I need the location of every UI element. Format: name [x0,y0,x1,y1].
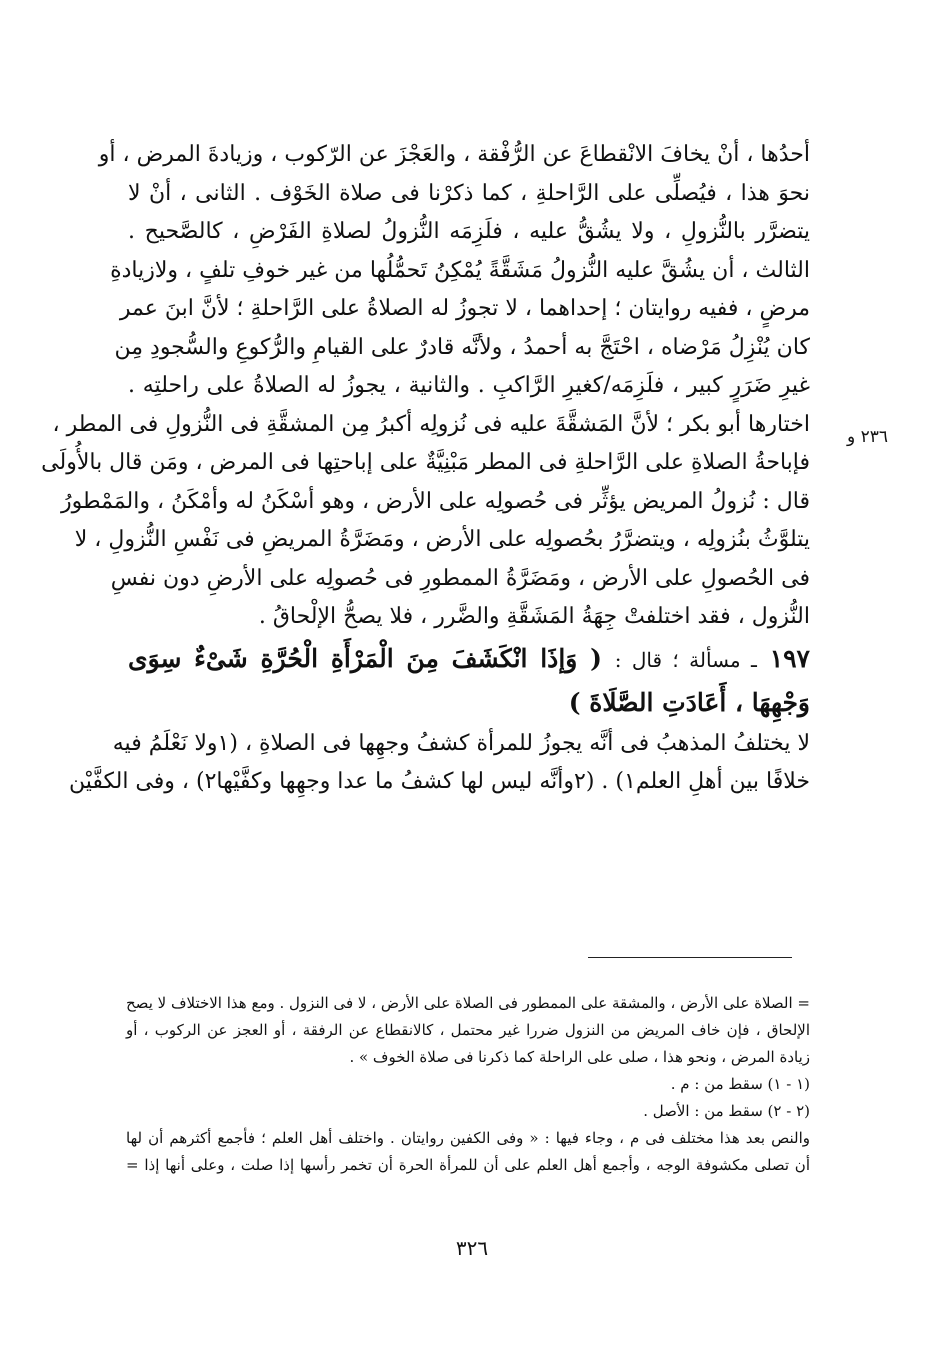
body-line: اختارها أبو بكر ؛ لأنَّ المَشقَّةَ عليه فى نُزولِه أكبرُ مِن المشقَّةِ فى النُّزولِ فى المطر ، [52,411,810,437]
footnote-separator [588,957,792,958]
body-line: غيرِ ضَرَرٍ كبير ، فلَزِمَه/كغيرِ الرَّاكبِ . والثانية ، يجوزُ له الصلاةُ على راحلتِه . [128,373,810,398]
issue-text-part2: وَجْهِهَا ، أَعَادَتِ الصَّلَاةَ ) [568,687,810,717]
body-line: يتلوَّثُ بنُزولِه ، ويتضرَّرُ بحُصولِه على الأرض ، ومَضَرَّةُ المريضِ فى نَفْسِ النُّزولِ ، لا [74,527,810,552]
footnote-line: أن تصلى مكشوفة الوجه ، وأجمع أهل العلم على أن للمرأة الحرة أن تخمر رأسها إذا صلت ، وعلى أنها إذا = [126,1156,810,1174]
manuscript-folio-note: ٢٣٦ و [846,427,888,447]
body-line: أحدُها ، أنْ يخافَ الانْقطاعَ عن الرُّفْقة ، والعَجْزَ عن الرّكوب ، وزيادةَ المرض ، أو [98,142,810,167]
footnote-line: (٢ - ٢) سقط من : الأصل . [643,1102,810,1120]
body-line: فإباحةُ الصلاةِ على الرَّاحلةِ فى المطر مَبْنِيَّةٌ على إباحتِها فى المرض ، ومَن قال بالأُولَى [41,450,810,475]
body-line: الثالث ، أن يشُقَّ عليه النُّزولُ مَشَقَّةً يُمْكِنُ تَحمُّلُها من غير خوفِ تلفٍ ، ولازيادةِ [110,257,810,283]
body-line: يتضرَّر بالنُّزولِ ، ولا يشُقُّ عليه ، فلَزِمَه النُّزولُ لصلاةِ الفَرْضِ ، كالصَّحيح . [128,219,810,244]
body-line: كان يُنْزِلُ مَرْضاه ، احْتَجَّ به أحمدُ ، ولأنَّه قادرٌ على القيامِ والرُّكوعِ والسُّجودِ مِن [114,334,810,360]
body-line: لا يختلفُ المذهبُ فى أنَّه يجوزُ للمرأة كشفُ وجهِها فى الصلاةِ ، (١ولا نَعْلَمُ فيه [112,730,810,756]
body-line: قال : نُزولُ المريض يؤثِّر فى حُصولِه على الأرض ، وهو أسْكَنُ له وأمْكَنُ ، والمَمْطورُ [61,488,810,514]
body-line: نحوَ هذا ، فيُصلِّى على الرَّاحلةِ ، كما ذكرْنا فى صلاة الخَوْف . الثانى ، أنْ لا [128,180,810,206]
body-line: مرضٍ ، ففيه روايتان ؛ إحداهما ، لا تجوزُ له الصلاةُ على الرَّاحلةِ ؛ لأنَّ ابنَ عمر [119,296,810,321]
footnote-line: والنص بعد هذا مختلف فى م ، وجاء فيها : « وفى الكفين روايتان . واختلف أهل العلم ؛ فأجمع أكثرهم أن لها [126,1129,810,1147]
body-line: فى الحُصولِ على الأرض ، ومَضَرَّةُ الممطورِ فى حُصولِه على الأرضِ دون نفسِ [110,565,810,591]
footnotes [126,990,810,1179]
page-number: ٣٢٦ [455,1236,489,1260]
issue-label: ـ مسألة ؛ قال : [614,647,757,672]
issue-number: ١٩٧ [769,643,810,673]
footnote-line: زيادة المرض ، ونحو هذا ، صلى على الراحلة كما ذكرنا فى صلاة الخوف » . [349,1048,810,1066]
body-line: النُّزول ، فقد اختلفتْ جِهَةُ المَشَقَّةِ والضَّرر ، فلا يصحُّ الإلْحاقُ . [258,604,810,629]
body-line: خلافًا بين أهلِ العلم١) . (٢وأنَّه ليس لها كشفُ ما عدا وجهِها وكفَّيْها٢) ، وفى الكفَّيْن [68,769,810,794]
footnote-line: = الصلاة على الأرض ، والمشقة على الممطور فى الصلاة على الأرض ، لا فى النزول . ومع هذا الاختلاف لا يصح [126,994,810,1012]
footnote-line: الإلحاق ، فإن خاف المريض من النزول ضررا غير محتمل ، كالانقطاع عن الرفقة ، أو العجز عن الركوب ، أو [126,1021,810,1039]
issue-heading [128,637,810,681]
main-text [41,136,810,802]
footnote-line: (١ - ١) سقط من : م . [670,1075,810,1093]
issue-text-part1: ( وَإذَا انْكَشَفَ مِنَ الْمَرْأَةِ الْحُرَّةِ شَىْءٌ سِوَى [128,643,602,673]
